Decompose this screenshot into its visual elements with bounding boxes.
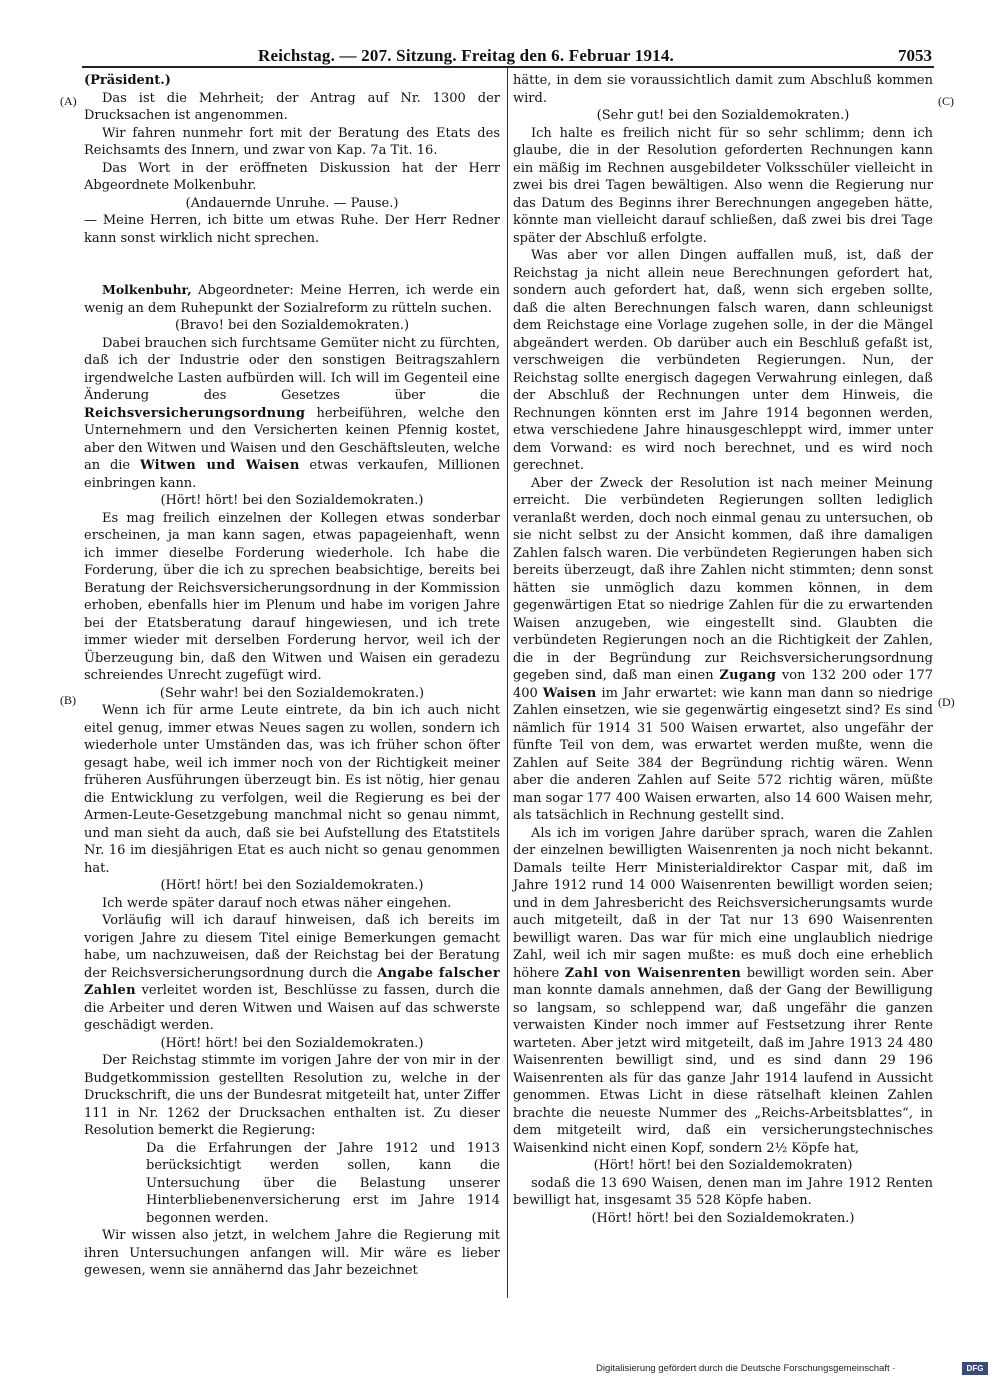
paragraph: — Meine Herren, ich bitte um etwas Ruhe. Der Herr Redner kann sonst wirklich nicht sprechen. [84,213,500,246]
emphasis-text: Zahl von Waisenrenten [564,965,742,981]
digitization-credit: Digitalisierung gefördert durch die Deutsche Forschungsgemeinschaft · [596,1363,896,1374]
interjection: (Bravo! bei den Sozialdemokraten.) [174,318,410,333]
interjection: (Hört! hört! bei den Sozialdemokraten) [593,1158,853,1173]
interjection: (Hört! hört! bei den Sozialdemokraten.) [591,1210,855,1226]
interjection: (Hört! hört! bei den Sozialdemokraten.) [160,878,424,893]
paragraph: hätte, in dem sie voraussichtlich damit zum Abschluß kommen wird. [513,73,933,106]
paragraph: sodaß die 13 690 Waisen, denen man im Jahre 1912 Renten bewilligt hat, insgesamt 35 528 Köpfe haben. [513,1175,933,1208]
interjection: (Sehr gut! bei den Sozialdemokraten.) [596,108,850,123]
header-rule [82,66,934,68]
running-title: Reichstag. — 207. Sitzung. Freitag den 6. Februar 1914. [258,46,674,65]
paragraph: Wenn ich für arme Leute eintrete, da bin ich auch nicht eitel genug, immer etwas Neues sagen zu wollen, sondern ich wiederhole unter Umständen das, was ich früher schon öfter gesagt habe, weil ich immer noch von der Richtigkeit meiner früheren Ausführungen überzeugt bin. Es ist nötig, hier genau die Entwicklung zu verfolgen, weil die Regierung es bei der Armen-Leute-Gesetzgebung manchmal nicht so genau nimmt, und man sieht da auch, daß sie bei Aufstellung des Etatstitels Nr. 16 im diesjährigen Etat es auch nicht so genau genommen hat. [84,703,500,876]
paragraph: Wir wissen also jetzt, in welchem Jahre die Regierung mit ihren Untersuchungen anfangen will. Mir wäre es lieber gewesen, wenn sie annähernd das Jahr bezeichnet [84,1228,500,1278]
left-column [84,72,500,1280]
text-run: Dabei brauchen sich furchtsame Gemüter nicht zu fürchten, daß ich der Industrie oder den sonstigen Beitragszahlern irgendwelche Lasten aufbürden will. Ich will im Gegenteil eine Änderung des Gesetzes über die [84,335,500,403]
interjection: (Hört! hört! bei den Sozialdemokraten.) [160,1035,424,1051]
interjection: (Hört! hört! bei den Sozialdemokraten.) [160,493,424,508]
emphasis-text: Angabe falscher Zahlen [84,965,501,998]
column-divider [507,68,508,1298]
text-run: Vorläufig will ich darauf hinweisen, daß ich bereits im vorigen Jahre zu diesem Titel einige Bemerkungen gemacht habe, um nachzuweisen, daß der Reichstag bei der Beratung der Reichsversicherungsordnung durch die [84,913,500,981]
paragraph: Das ist die Mehrheit; der Antrag auf Nr. 1300 der Drucksachen ist angenommen. [84,90,500,123]
right-column [513,72,933,1227]
emphasis-text: Reichsversicherungsordnung [84,405,306,421]
page-header [86,44,932,68]
text-run: von 132 200 oder 177 400 [513,668,934,701]
spacer [84,247,500,281]
paragraph: Das Wort in der eröffneten Diskussion hat der Herr Abgeordnete Molkenbuhr. [84,160,500,193]
emphasis-text: Witwen und Waisen [139,458,300,473]
emphasis-text: Waisen [542,685,597,701]
text-run: Aber der Zweck der Resolution ist nach meiner Meinung erreicht. Die verbündeten Regierungen sollten lediglich veranlaßt werden, doch noch einmal genau zu untersuchen, ob sie nicht selbst zu der Ansicht kommen, daß ihre damaligen Zahlen falsch waren. Die verbündeten Regierungen haben sich bereits überzeugt, daß ihre Zahlen nicht stimmten; denn sonst hätten sie unmöglich dazu kommen können, in dem gegenwärtigen Etat so niedrige Zahlen für die zu erwartenden Waisen anzugeben, wie eingestellt sind. Glaubten die verbündeten Regierungen noch an die Richtigkeit der Zahlen, die in der Begründung zur Reichsversicherungsordnung gegeben sind, daß man einen [513,475,933,683]
interjection: (Sehr wahr! bei den Sozialdemokraten.) [159,685,425,701]
paragraph: Der Reichstag stimmte im vorigen Jahre der von mir in der Budgetkommission gestellten Resolution zu, welche in der Druckschrift, die uns der Bundesrat mitgeteilt hat, unter Ziffer 111 in Nr. 1262 der Drucksachen enthalten ist. Zu dieser Resolution bemerkt die Regierung: [84,1053,500,1138]
paragraph: Ich werde später darauf noch etwas näher eingehen. [102,895,452,911]
text-run: herbeiführen, welche den Unternehmern und den Versicherten keinen Pfennig kostet, aber den Witwen und Waisen und den Geschäftsleuten, welche an die [84,405,500,473]
page-number: 7053 [898,46,932,65]
text-run: Als ich im vorigen Jahre darüber sprach, waren die Zahlen der einzelnen bewilligten Waisenrenten ja noch nicht bekannt. Damals teilte Herr Ministerialdirektor Caspar mit, daß im Jahre 1912 rund 14 000 Waisenrenten bewilligt worden seien; und in dem Jahresbericht des Reichsversicherungsamts wurde auch mitgeteilt, daß in der Tat nur 13 690 Waisenrenten bewilligt waren. Das war für mich eine unglaublich niedrige Zahl, weil ich mir sagen mußte: es muß doch eine erheblich höhere [513,825,933,981]
margin-marker-b: (B) [60,693,76,707]
paragraph [513,825,933,1158]
speech-opening [84,281,500,317]
paragraph: Es mag freilich einzelnen der Kollegen etwas sonderbar erscheinen, ja man kann sagen, etwas papageienhaft, wenn ich immer dieselbe Forderung wiederhole. Ich habe die Forderung, über die ich zu sprechen beabsichtige, bereits bei Beratung der Reichsversicherungsordnung in der Kommission erhoben, ebenfalls hier im Plenum und habe im vorigen Jahre bei der Etatsberatung darauf hingewiesen, und ich trete immer wieder mit derselben Forderung hervor, weil ich der Überzeugung bin, daß den Witwen und Waisen ein geradezu schreiendes Unrecht zugefügt wird. [84,510,500,683]
margin-marker-d: (D) [938,695,955,709]
paragraph [84,335,500,493]
paragraph [513,475,933,825]
speaker-tag: (Präsident.) [84,73,171,88]
block-quote: Da die Erfahrungen der Jahre 1912 und 1913 berücksichtigt werden sollen, kann die Untersuchung über die Belastung unserer Hinterbliebenenversicherung erst im Jahre 1914 begonnen werden. [146,1140,500,1226]
paragraph: Wir fahren nunmehr fort mit der Beratung des Etats des Reichsamts des Innern, und zwar von Kap. 7a Tit. 16. [84,125,500,158]
text-run: etwas verkaufen, Millionen einbringen kann. [84,458,501,491]
paragraph [84,912,500,1035]
speech-text: Abgeordneter: Meine Herren, ich werde ein wenig an dem Ruhepunkt der Sozialreform zu rütteln suchen. [84,283,500,316]
paragraph: Was aber vor allen Dingen auffallen muß, ist, daß der Reichstag ja nicht allein neue Berechnungen gefordert hat, sondern auch gefordert hat, daß, wenn sich ergeben sollte, daß die alten Berechnungen falsch waren, dann schleunigst dem Reichstage eine Vorlage zugehen solle, in der die Mängel abgeändert werden. Ob darüber auch ein Beschluß gefaßt ist, verschweigen die verbündeten Regierungen. Nun, der Reichstag sollte energisch dagegen Verwahrung einlegen, daß der Abschluß der Rechnungen unter dem Hinweis, die Rechnungen könnten erst im Jahre 1914 begonnen werden, etwa verschiedene Jahre hinausgeschleppt wird, immer unter dem Vorwand: es wird noch berechnet, und es wird noch gerechnet. [513,248,933,473]
margin-marker-c: (C) [938,94,954,108]
paragraph: Ich halte es freilich nicht für so sehr schlimm; denn ich glaube, die in der Resolution geforderten Rechnungen kann ein mäßig im Rechnen ausgebildeter Volksschüler vielleicht in zwei bis drei Tagen bewältigen. Also wenn die Regierung nur das Datum des Beginns ihrer Berechnungen angegeben hätte, könnte man vielleicht darauf schließen, daß zwei bis drei Tage später der Abschluß erfolgte. [513,125,933,246]
text-run: verleitet worden ist, Beschlüsse zu fassen, durch die die Arbeiter und deren Witwen und Waisen auf das schwerste geschädigt werden. [84,983,500,1033]
interjection: (Andauernde Unruhe. — Pause.) [185,195,399,211]
text-run: bewilligt worden sein. Aber man konnte damals annehmen, daß der Gang der Bewilligung so langsam, so schleppend war, daß ungefähr die ganzen verwaisten Kinder noch immer auf Festsetzung ihrer Rente warteten. Aber jetzt wird mitgeteilt, daß im Jahre 1913 24 480 Waisenrenten bewilligt sind, und es sind dann 29 196 Waisenrenten als für das ganze Jahr 1914 laufend in Aussicht genommen. Etwas Licht in diese rätselhaft kleinen Zahlen brachte die neueste Nummer des „Reichs-Arbeitsblattes“, in dem mitgeteilt wird, daß ein versicherungstechnisches Waisenkind nicht einen Kopf, sondern 2½ Köpfe hat, [513,965,933,1156]
margin-marker-a: (A) [60,94,77,108]
dfg-logo-icon: DFG [962,1362,988,1375]
speaker-name: Molkenbuhr, [102,282,192,297]
emphasis-text: Zugang [719,668,777,683]
text-run: im Jahr erwartet: wie kann man dann so niedrige Zahlen einsetzen, wie sie gegenwärtig eingesetzt sind? Es sind nämlich für 1914 31 500 Waisen erwartet, also ungefähr der fünfte Teil von dem, was erwartet werden mußte, wenn die Zahlen auf Seite 384 der Begründung richtig wären. Wenn aber die anderen Zahlen auf Seite 572 richtig wären, müßte man sogar 177 400 Waisen erwarten, also 14 600 Waisen mehr, als tatsächlich in Rechnung gestellt sind. [513,685,934,823]
